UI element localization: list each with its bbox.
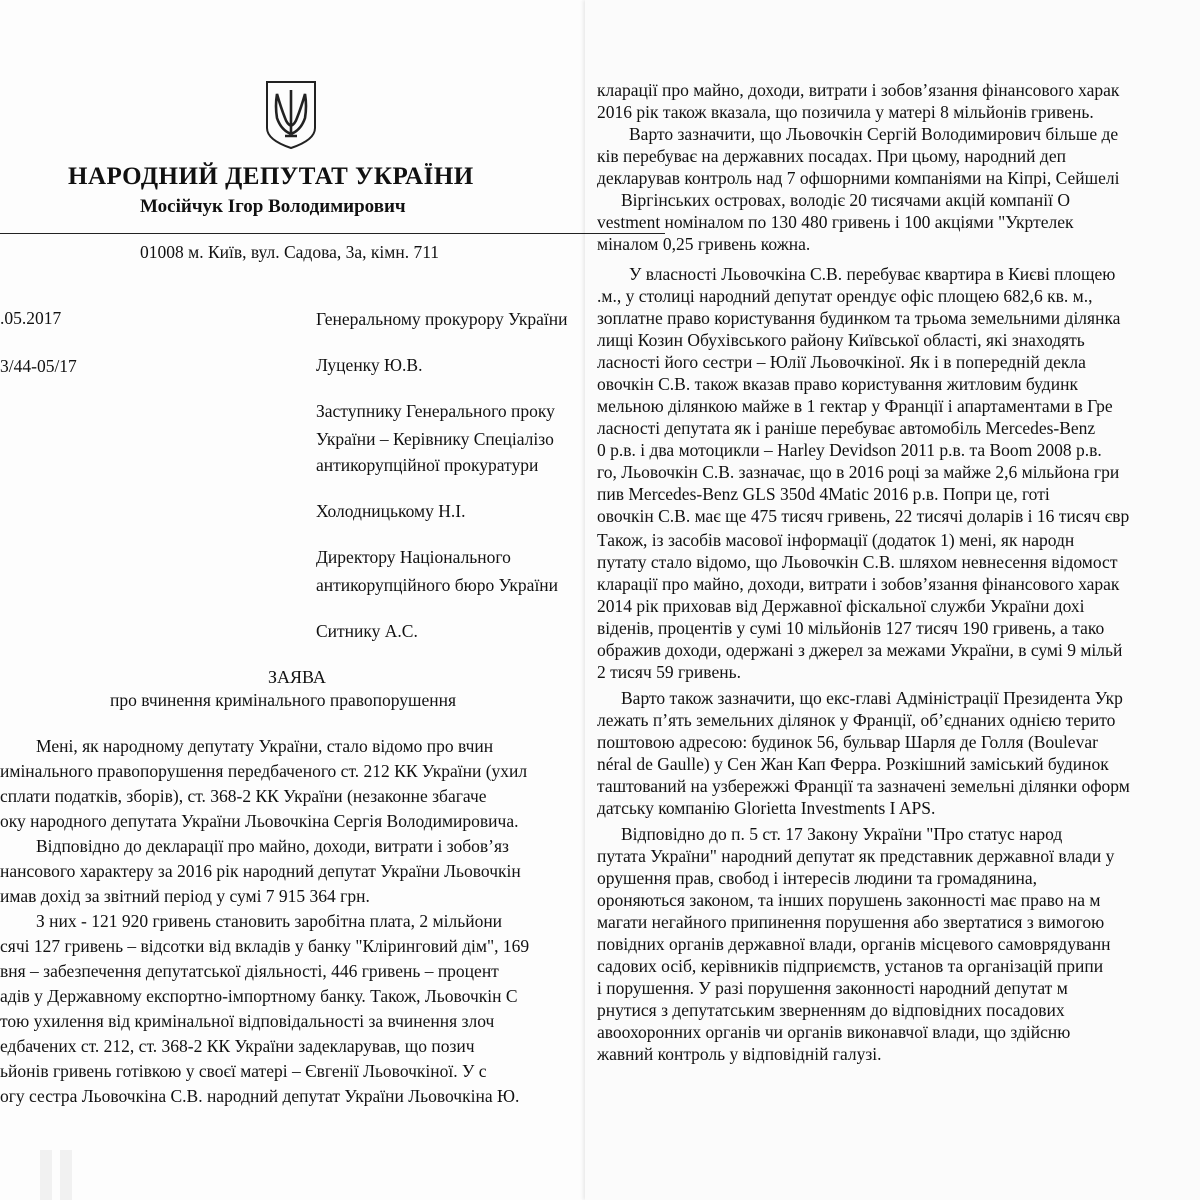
body-line: путата України" народний депутат як представник державної влади у	[597, 846, 1115, 866]
body-line: пив Mercedes-Benz GLS 350d 4Matic 2016 р.в. Попри це, готі	[597, 484, 1050, 504]
body-line: имав дохід за звітний період у сумі 7 915 364 грн.	[0, 886, 370, 906]
body-line: го, Льовочкін С.В. зазначає, що в 2016 році за майже 2,6 мільйона гри	[597, 462, 1120, 482]
body-line: путату стало відомо, що Льовочкін С.В. шляхом невнесення відомост	[597, 552, 1118, 572]
body-line: ласності його сестри – Юлії Льовочкіної. Як і в попередній декла	[597, 352, 1086, 372]
body-line: Варто також зазначити, що екс-главі Адміністрації Президента Укр	[621, 688, 1123, 708]
body-line: овочкін С.В. також вказав право користування житловим будинк	[597, 374, 1078, 394]
document-date: .05.2017	[0, 308, 62, 328]
body-line: 0 р.в. і два мотоцикли – Harley Devidson 2011 р.в. та Boom 2008 р.в.	[597, 440, 1102, 460]
body-line: Віргінських островах, володіє 20 тисячами акцій компанії О	[621, 190, 1071, 210]
body-line: ків перебуває на державних посадах. При цьому, народний деп	[597, 146, 1066, 166]
body-line: З них - 121 920 гривень становить заробітна плата, 2 мільйони	[36, 911, 503, 931]
body-line: оку народного депутата України Льовочкіна Сергія Володимировича.	[0, 811, 519, 831]
body-line: лежать п’ять земельних ділянок у Франції, об’єднаних однією терито	[597, 710, 1116, 730]
addressee-line: Луценку Ю.В.	[316, 355, 423, 375]
body-line: лищі Козин Обухівського району Київської області, які знаходять	[597, 330, 1085, 350]
addressee-line: Холодницькому Н.І.	[316, 501, 466, 521]
body-line: таштований на узбережжі Франції та зазначені земельні ділянки оформ	[597, 776, 1130, 796]
body-line: міналом 0,25 гривень кожна.	[597, 234, 811, 254]
addressee-line: Заступнику Генерального проку	[316, 401, 555, 421]
body-line: Відповідно до декларації про майно, доходи, витрати і зобов’яз	[36, 836, 509, 856]
addressee-line: антикорупційної прокуратури	[316, 455, 539, 475]
body-line: овочкін С.В. має ще 475 тисяч гривень, 22 тисячі доларів і 16 тисяч євр	[597, 506, 1130, 526]
body-line: .м., у столиці народний депутат орендує офіс площею 682,6 кв. м.,	[597, 286, 1093, 306]
body-line: едбачених ст. 212, ст. 368-2 КК України задекларував, що позич	[0, 1036, 475, 1056]
body-line: віденів, процентів у сумі 10 мільйонів 127 тисяч 190 гривень, а тако	[597, 618, 1105, 638]
body-line: vestment номіналом по 130 480 гривень і 100 акціями "Укртелек	[597, 212, 1074, 232]
document-number: 3/44-05/17	[0, 356, 77, 376]
trident-emblem-icon	[263, 78, 319, 150]
body-line: Також, із засобів масової інформації (додаток 1) мені, як народн	[597, 530, 1075, 550]
body-line: і порушення. У разі порушення законності народний депутат м	[597, 978, 1068, 998]
body-line: ображив доходи, одержані з джерел за межами України, в сумі 9 мільй	[597, 640, 1123, 660]
body-line: сплати податків, зборів), ст. 368-2 КК України (незаконне збагаче	[0, 786, 487, 806]
letterhead-name: Мосійчук Ігор Володимирович	[140, 196, 406, 217]
body-line: декларував контроль над 7 офшорними компаніями на Кіпрі, Сейшелі	[597, 168, 1120, 188]
body-line: повідних органів державної влади, органів місцевого самоврядуванн	[597, 934, 1111, 954]
body-line: мельною ділянкою майже в 1 гектар у Франції і апартаментами в Гре	[597, 396, 1113, 416]
body-line: поштовою адресою: будинок 56, бульвар Шарля де Голля (Boulevar	[597, 732, 1098, 752]
body-line: кларації про майно, доходи, витрати і зобов’язання фінансового харак	[597, 80, 1120, 100]
scan-artifact	[60, 1150, 72, 1200]
body-line: Варто зазначити, що Льовочкін Сергій Володимирович більше де	[629, 124, 1119, 144]
body-line: ороняються законом, та інших порушень законності має право на м	[597, 890, 1101, 910]
body-line: ьйонів гривень готівкою у своєї матері – Євгенії Льовочкіної. У с	[0, 1061, 487, 1081]
body-line: датську компанію Glorietta Investments I APS.	[597, 798, 936, 818]
addressee-line: антикорупційного бюро України	[316, 575, 559, 595]
body-line: вня – забезпечення депутатської діяльності, 446 гривень – процент	[0, 961, 499, 981]
statement-subtitle: про вчинення кримінального правопорушення	[110, 690, 457, 710]
body-line: орушення прав, свобод і інтересів людини та громадянина,	[597, 868, 1038, 888]
body-line: авоохоронних органів чи органів виконавчої влади, що здійсню	[597, 1022, 1071, 1042]
body-line: кларації про майно, доходи, витрати і зобов’язання фінансового харак	[597, 574, 1120, 594]
body-line: магати негайного припинення порушення або звертатися з вимогою	[597, 912, 1105, 932]
letterhead-address: 01008 м. Київ, вул. Садова, 3а, кімн. 711	[140, 242, 440, 262]
addressee-line: Генеральному прокурору України	[316, 309, 568, 329]
addressee-line: Директору Національного	[316, 547, 511, 567]
body-line: сячі 127 гривень – відсотки від вкладів у банку "Кліринговий дім", 169	[0, 936, 530, 956]
body-line: néral de Gaulle) у Сен Жан Кап Ферра. Розкішний заміський будинок	[597, 754, 1109, 774]
body-line: Мені, як народному депутату України, стало відомо про вчин	[36, 736, 494, 756]
body-line: 2014 рік приховав від Державної фіскальної служби України дохі	[597, 596, 1085, 616]
body-line: 2016 рік також вказала, що позичила у матері 8 мільйонів гривень.	[597, 102, 1094, 122]
body-line: Відповідно до п. 5 ст. 17 Закону України "Про статус народ	[621, 824, 1063, 844]
scan-artifact	[40, 1150, 52, 1200]
letterhead-divider	[0, 233, 600, 234]
addressee-line: Ситнику А.С.	[316, 621, 418, 641]
letterhead-title: НАРОДНИЙ ДЕПУТАТ УКРАЇНИ	[68, 163, 474, 190]
body-line: имінального правопорушення передбаченого ст. 212 КК України (ухил	[0, 761, 528, 781]
body-line: У власності Льовочкіна С.В. перебуває квартира в Києві площею	[629, 264, 1116, 284]
body-line: ласності депутата як і раніше перебуває автомобіль Mercedes-Benz	[597, 418, 1096, 438]
body-line: адів у Державному експортно-імпортному банку. Також, Льовочкін С	[0, 986, 518, 1006]
body-line: огу сестра Льовочкіна С.В. народний депутат України Льовочкіна Ю.	[0, 1086, 520, 1106]
body-line: 2 тисяч 59 гривень.	[597, 662, 741, 682]
body-line: зоплатне право користування будинком та трьома земельними ділянка	[597, 308, 1121, 328]
body-line: нансового характеру за 2016 рік народний депутат України Льовочкін	[0, 861, 521, 881]
addressee-line: України – Керівнику Спеціалізо	[316, 429, 554, 449]
statement-title: ЗАЯВА	[268, 667, 326, 687]
body-line: садових осіб, керівників підприємств, установ та організацій припи	[597, 956, 1104, 976]
right-page	[585, 0, 1200, 1200]
body-line: тою ухилення від кримінальної відповідальності за вчинення злоч	[0, 1011, 495, 1031]
body-line: жавний контроль у відповідній галузі.	[597, 1044, 882, 1064]
body-line: рнутися з депутатським зверненням до відповідних посадових	[597, 1000, 1065, 1020]
